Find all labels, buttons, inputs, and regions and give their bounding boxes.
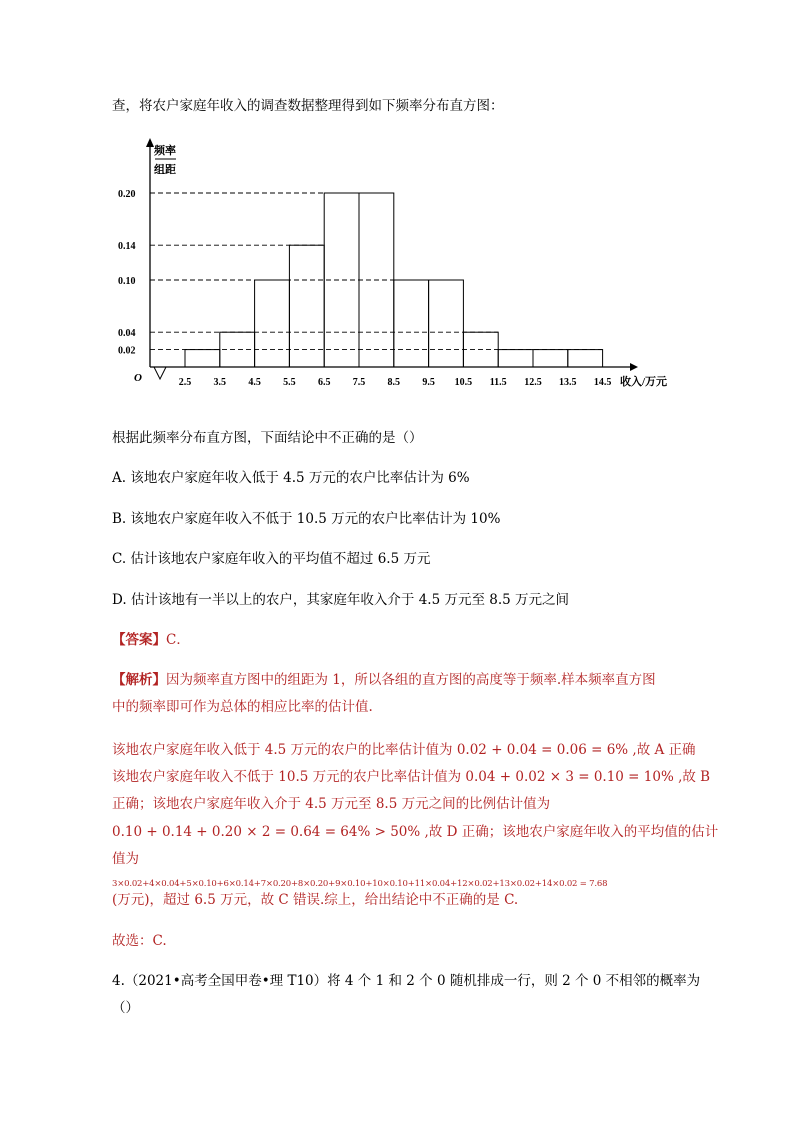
detail-line-1: 该地农户家庭年收入低于 4.5 万元的农户的比率估计值为 0.02 + 0.04 = 0.06 = 6% ,故 A 正确 <box>112 742 696 758</box>
answer-label: 【答案】 <box>112 632 166 648</box>
y-tick-label: 0.04 <box>118 328 136 340</box>
y-axis-arrow <box>146 138 154 147</box>
x-tick-label: 4.5 <box>248 377 261 388</box>
y-label-top: 频率 <box>154 145 176 157</box>
x-tick-label: 6.5 <box>317 377 331 388</box>
detail-line-7: (万元)，超过 6.5 万元，故 C 错误.综上，给出结论中不正确的是 C. <box>112 892 519 908</box>
next-question-line-1: 4.（2021•高考全国甲卷•理 T10）将 4 个 1 和 2 个 0 随机排成一行，则 2 个 0 不相邻的概率为 <box>112 973 701 989</box>
histogram-bar <box>533 350 568 367</box>
x-axis-arrow <box>630 363 638 371</box>
histogram-bar <box>289 245 324 367</box>
detail-line-4: 0.10 + 0.14 + 0.20 × 2 = 0.64 = 64% > 50% ,故 D 正确；该地农户家庭年收入的平均值的估计 <box>112 824 719 840</box>
histogram-bar <box>394 280 429 367</box>
x-tick-label: 5.5 <box>283 377 296 388</box>
histogram-bar <box>185 350 220 367</box>
detail-line-2: 该地农户家庭年收入不低于 10.5 万元的农户比率估计值为 0.04 + 0.02 × 3 = 0.10 = 10% ,故 B <box>112 769 711 785</box>
option-d: D. 估计该地有一半以上的农户，其家庭年收入介于 4.5 万元至 8.5 万元之间 <box>112 592 570 608</box>
analysis-line-1 <box>112 670 734 690</box>
detail-line-3: 正确；该地农户家庭年收入介于 4.5 万元至 8.5 万元之间的比例估计值为 <box>112 796 551 812</box>
x-axis-label: 收入/万元 <box>620 376 668 388</box>
frequency-histogram <box>110 135 690 405</box>
x-tick-label: 8.5 <box>387 377 401 388</box>
answer-value: C． <box>166 632 190 648</box>
analysis-label: 【解析】 <box>112 672 166 688</box>
x-tick-label: 13.5 <box>559 377 577 388</box>
histogram-bar <box>498 350 533 367</box>
y-axis-label <box>154 143 176 176</box>
x-tick-label: 2.5 <box>178 377 192 388</box>
axis-break-mark <box>154 367 166 379</box>
detail-line-6-formula: 3×0.02+4×0.04+5×0.10+6×0.14+7×0.20+8×0.20+9×0.10+10×0.10+11×0.04+12×0.02+13×0.02+14×0.02 = 7.68 <box>112 879 608 889</box>
choose-text: 故选：C. <box>112 933 167 949</box>
x-tick-label: 7.5 <box>352 377 366 388</box>
x-tick-label: 3.5 <box>213 377 227 388</box>
intro-text: 查，将农户家庭年收入的调查数据整理得到如下频率分布直方图： <box>112 98 504 114</box>
option-c: C. 估计该地农户家庭年收入的平均值不超过 6.5 万元 <box>112 551 431 567</box>
next-question-line-2: （） <box>112 1000 139 1016</box>
origin-label: O <box>134 372 142 384</box>
y-tick-label: 0.02 <box>118 345 136 357</box>
answer-line <box>112 630 734 650</box>
x-tick-label: 11.5 <box>489 377 507 388</box>
x-tick-label: 9.5 <box>422 377 435 388</box>
x-tick-label: 10.5 <box>454 377 473 388</box>
x-tick-label: 14.5 <box>593 377 612 388</box>
analysis-line-2: 中的频率即可作为总体的相应比率的估计值. <box>112 699 373 715</box>
y-label-bottom: 组距 <box>154 164 176 176</box>
option-a: A. 该地农户家庭年收入低于 4.5 万元的农户比率估计为 6% <box>112 470 470 486</box>
option-b: B. 该地农户家庭年收入不低于 10.5 万元的农户比率估计为 10% <box>112 511 501 527</box>
y-tick-label: 0.14 <box>118 241 136 253</box>
y-tick-label: 0.10 <box>118 276 136 287</box>
analysis-text-1: 因为频率直方图中的组距为 1，所以各组的直方图的高度等于频率.样本频率直方图 <box>166 672 656 688</box>
histogram-bar <box>429 280 464 367</box>
y-tick-label: 0.20 <box>118 189 136 200</box>
x-tick-label: 12.5 <box>524 377 542 388</box>
detail-line-5: 值为 <box>112 851 139 867</box>
histogram-bar <box>568 350 603 367</box>
question-text: 根据此频率分布直方图，下面结论中不正确的是（） <box>112 430 423 446</box>
histogram-bar <box>255 280 290 367</box>
